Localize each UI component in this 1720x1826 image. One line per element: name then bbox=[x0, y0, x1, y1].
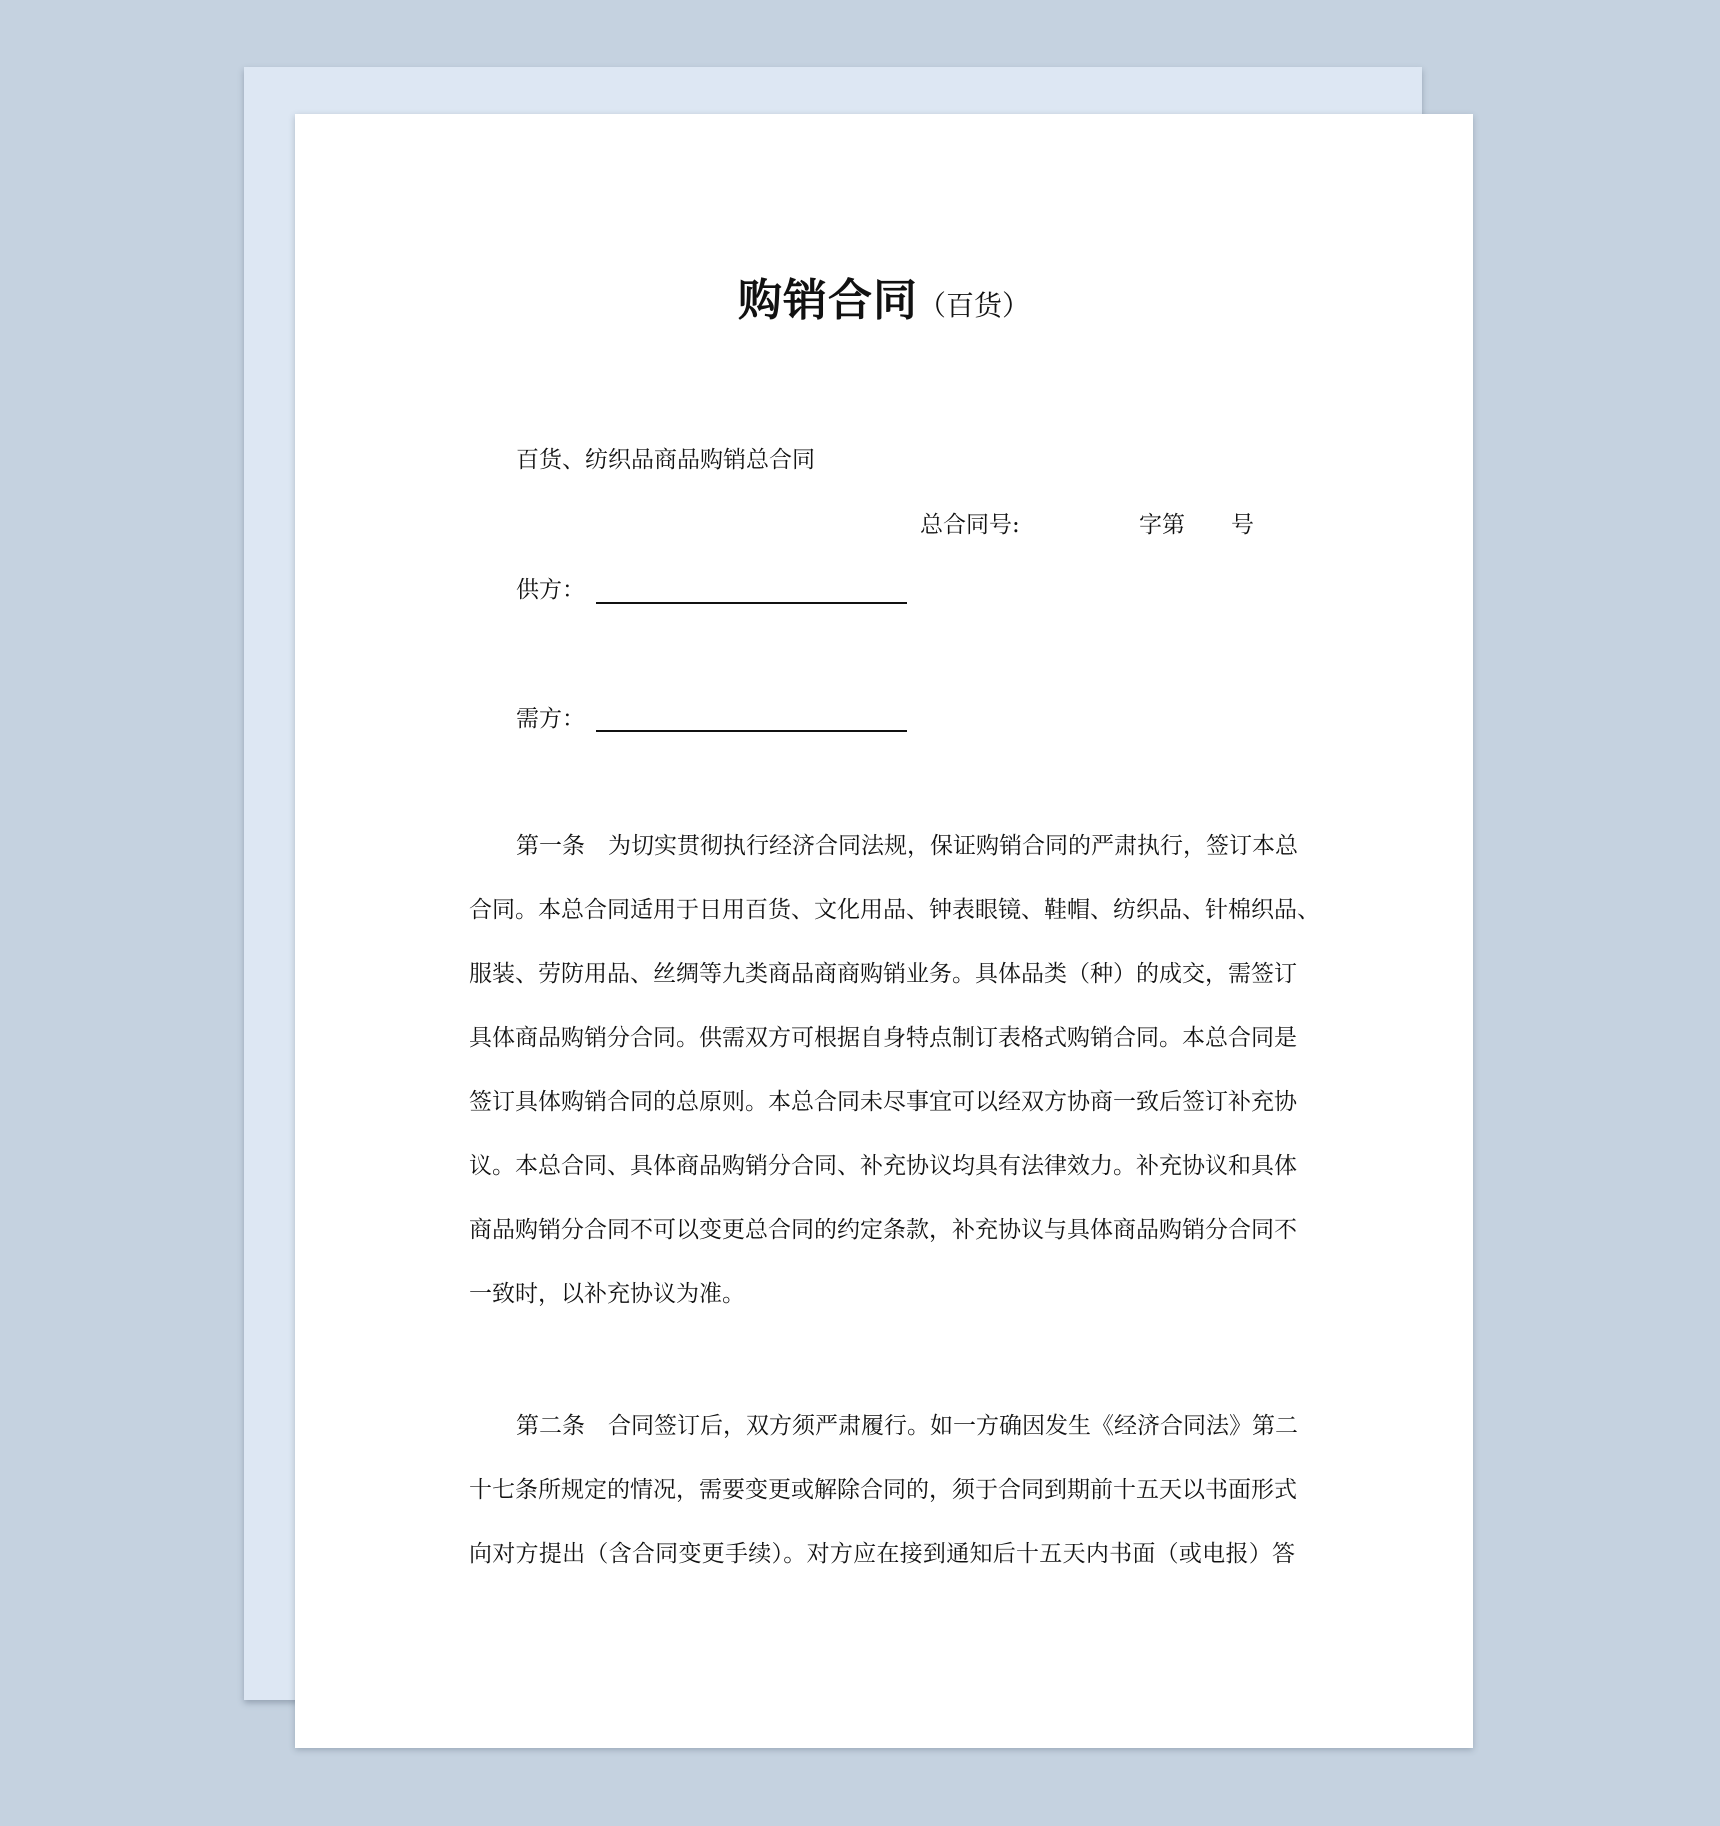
contract-no-label: 总合同号: bbox=[920, 512, 1020, 538]
article1-line: 商品购销分合同不可以变更总合同的约定条款，补充协议与具体商品购销分合同不 bbox=[469, 1217, 1297, 1243]
title-main: 购销合同 bbox=[737, 275, 918, 326]
buyer-label: 需方： bbox=[516, 706, 585, 732]
article1-line: 服装、劳防用品、丝绸等九类商品商商购销业务。具体品类（种）的成交，需签订 bbox=[469, 961, 1297, 987]
supplier-blank bbox=[596, 602, 907, 604]
article2-line: 十七条所规定的情况，需要变更或解除合同的，须于合同到期前十五天以书面形式 bbox=[469, 1477, 1297, 1503]
contract-subtitle: 百货、纺织品商品购销总合同 bbox=[516, 447, 815, 473]
contract-no-hao: 号 bbox=[1231, 512, 1254, 538]
buyer-blank bbox=[596, 730, 907, 732]
article1-line: 议。本总合同、具体商品购销分合同、补充协议均具有法律效力。补充协议和具体 bbox=[469, 1153, 1297, 1179]
document-page bbox=[295, 114, 1473, 1748]
article1-line: 签订具体购销合同的总原则。本总合同未尽事宜可以经双方协商一致后签订补充协 bbox=[469, 1089, 1297, 1115]
article1-line: 第一条 为切实贯彻执行经济合同法规，保证购销合同的严肃执行，签订本总 bbox=[516, 833, 1298, 859]
title-sub: （百货） bbox=[917, 289, 1030, 322]
page-title bbox=[295, 264, 1473, 328]
article2-line: 向对方提出（含合同变更手续）。对方应在接到通知后十五天内书面（或电报）答 bbox=[469, 1541, 1295, 1567]
article1-line: 具体商品购销分合同。供需双方可根据自身特点制订表格式购销合同。本总合同是 bbox=[469, 1025, 1297, 1051]
article1-line: 一致时，以补充协议为准。 bbox=[469, 1281, 745, 1307]
contract-no-zi: 字第 bbox=[1139, 512, 1185, 538]
supplier-label: 供方： bbox=[516, 577, 585, 603]
article2-line: 第二条 合同签订后，双方须严肃履行。如一方确因发生《经济合同法》第二 bbox=[516, 1413, 1298, 1439]
article1-line: 合同。本总合同适用于日用百货、文化用品、钟表眼镜、鞋帽、纺织品、针棉织品、 bbox=[469, 897, 1320, 923]
